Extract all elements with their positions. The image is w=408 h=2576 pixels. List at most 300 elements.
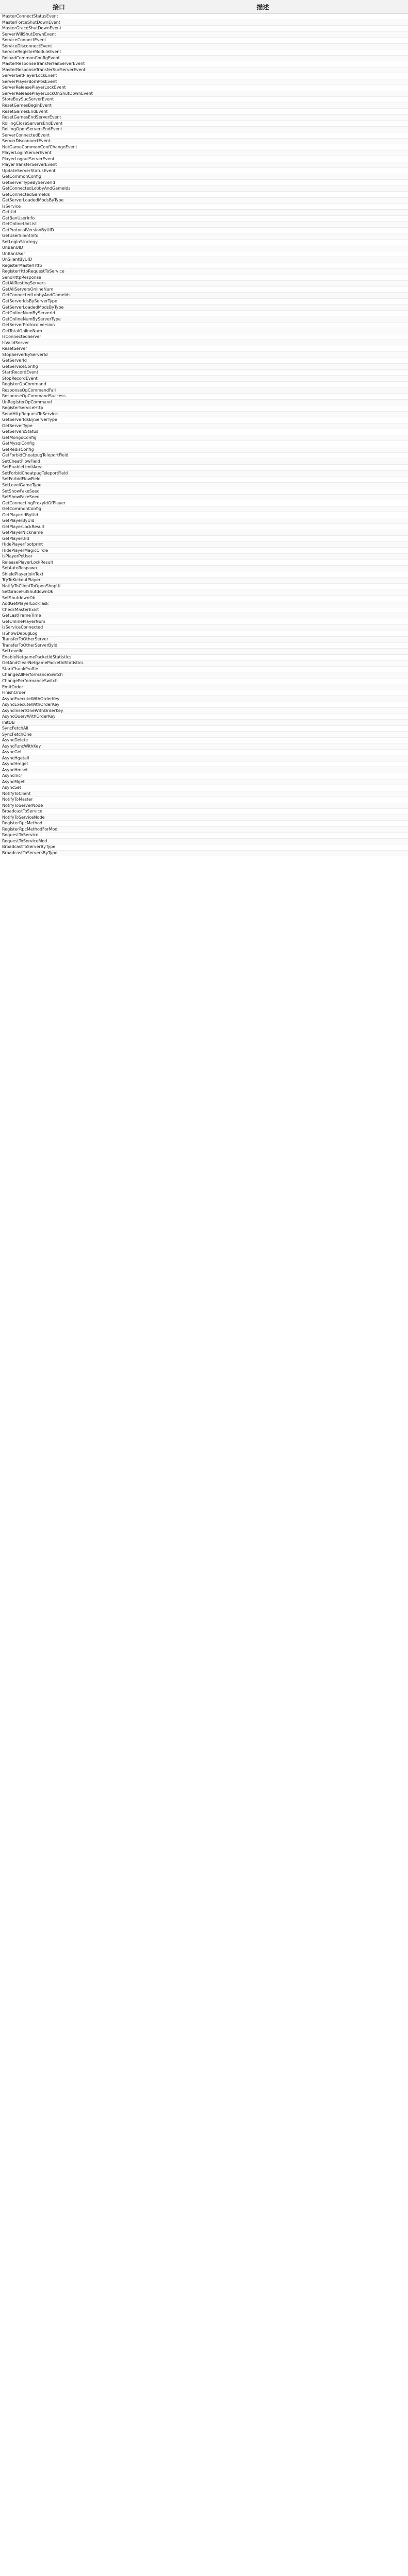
interface-name: SetLevelGameType [0,482,118,488]
table-row [0,785,408,791]
interface-description [118,785,408,791]
interface-description [118,553,408,560]
interface-description [118,150,408,156]
table-row [0,26,408,32]
interface-name: GetServerLoadedModsByType [0,197,118,204]
interface-name: FinishOrder [0,690,118,696]
interface-name: GetUserSilentInfo [0,233,118,240]
table-row [0,749,408,755]
interface-name: AsyncIncr [0,773,118,779]
table-row [0,548,408,554]
table-row [0,73,408,79]
table-row [0,316,408,323]
interface-name: ChangeAllPerformanceSwitch [0,672,118,679]
interface-name: SetForbidFlowField [0,477,118,483]
table-row [0,364,408,370]
interface-description [118,720,408,726]
interface-name: GetPlayerByUid [0,518,118,524]
interface-name: SendHttpResponse [0,275,118,281]
interface-description [118,222,408,228]
table-row [0,512,408,518]
interface-description [118,761,408,767]
interface-description [118,642,408,649]
interface-description [118,286,408,293]
table-row [0,138,408,144]
table-row [0,417,408,423]
table-row [0,494,408,500]
interface-description [118,322,408,328]
interface-description [118,185,408,192]
table-row [0,833,408,839]
table-row [0,470,408,477]
table-row [0,114,408,121]
table-row [0,286,408,293]
interface-description [118,257,408,263]
interface-description [118,251,408,257]
interface-name: GetCommonConfig [0,506,118,512]
interface-description [118,613,408,619]
interface-description [118,678,408,684]
interface-name: GetServersStatus [0,429,118,435]
table-row [0,245,408,251]
interface-description [118,114,408,121]
interface-name: MasterGraceShutDownEvent [0,26,118,32]
interface-description [118,565,408,571]
interface-description [118,174,408,180]
table-row [0,684,408,690]
interface-description [118,838,408,844]
interface-description [118,619,408,625]
interface-description [118,767,408,773]
interface-name: AsyncFuncWithKey [0,743,118,750]
interface-name: UnBanUser [0,251,118,257]
table-row [0,322,408,328]
interface-name: AsyncHgetall [0,755,118,761]
interface-name: AsyncQueryWithOrderKey [0,714,118,720]
table-row [0,49,408,56]
interface-description [118,637,408,643]
table-row [0,732,408,738]
interface-description [118,470,408,477]
interface-description [118,541,408,548]
interface-description [118,441,408,447]
interface-description [118,310,408,316]
interface-name: NetGameCommonConfChangeEvent [0,144,118,150]
interface-description [118,826,408,833]
interface-description [118,263,408,269]
interface-description [118,548,408,554]
table-row [0,293,408,299]
interface-description [118,631,408,637]
interface-description [118,121,408,127]
interface-name: ServerGetPlayerLockEvent [0,73,118,79]
interface-description [118,524,408,530]
interface-description [118,749,408,755]
interface-description [118,589,408,596]
interface-description [118,20,408,26]
interface-description [118,850,408,856]
interface-description [118,708,408,714]
table-row [0,281,408,287]
interface-description [118,281,408,287]
interface-name: GetOnlineNumByServerId [0,310,118,316]
interface-description [118,779,408,785]
table-row [0,560,408,566]
interface-name: RequestToService [0,833,118,839]
table-row [0,334,408,340]
table-row [0,399,408,405]
interface-description [118,215,408,222]
interface-name: HidePlayerMagicCircle [0,548,118,554]
table-row [0,809,408,815]
interface-description [118,387,408,394]
interface-name: GetPlayerIdByUid [0,512,118,518]
interface-name: RollingOpenServersEndEvent [0,126,118,132]
table-row [0,773,408,779]
table-row [0,215,408,222]
table-row [0,239,408,245]
table-row [0,755,408,761]
interface-name: ResetGamesEndEvent [0,109,118,115]
interface-description [118,239,408,245]
interface-name: AddGetPlayerLockTask [0,601,118,607]
table-row [0,79,408,85]
table-row [0,121,408,127]
interface-description [118,85,408,91]
interface-name: AsyncMget [0,779,118,785]
table-row [0,690,408,696]
interface-description [118,714,408,720]
interface-description [118,488,408,495]
table-row [0,821,408,827]
table-row [0,826,408,833]
interface-name: GetRedisConfig [0,447,118,453]
table-row [0,725,408,732]
interface-description [118,156,408,162]
table-row [0,91,408,97]
table-row [0,477,408,483]
table-row [0,737,408,743]
interface-description [118,31,408,38]
interface-description [118,245,408,251]
api-table [0,0,408,856]
interface-name: GetOnlineUidList [0,222,118,228]
interface-description [118,518,408,524]
interface-description [118,38,408,44]
table-row [0,791,408,797]
interface-description [118,506,408,512]
table-row [0,631,408,637]
interface-name: GetOnlineNumByServerType [0,316,118,323]
table-row [0,394,408,400]
interface-description [118,803,408,809]
interface-description [118,833,408,839]
interface-name: SetGraceFulShutdownOk [0,589,118,596]
interface-name: GetServerProtocolVersion [0,322,118,328]
interface-name: ResponseOpCommandSuccess [0,394,118,400]
interface-name: GetCommonConfig [0,174,118,180]
interface-description [118,103,408,109]
interface-name: StopRecordEvent [0,376,118,382]
interface-name: IsShowDebugLog [0,631,118,637]
interface-description [118,732,408,738]
interface-name: ReleasePlayerLockResult [0,560,118,566]
interface-description [118,144,408,150]
interface-name: SetEnableLimitArea [0,465,118,471]
interface-description [118,346,408,352]
interface-name: RegisterRpcMethod [0,821,118,827]
column-header-interface: 接口 [0,0,118,14]
interface-description [118,381,408,387]
interface-description [118,316,408,323]
interface-description [118,109,408,115]
table-row [0,838,408,844]
interface-name: RegisterHttpRequestToService [0,269,118,275]
interface-description [118,649,408,655]
interface-name: AsyncSet [0,785,118,791]
table-row [0,192,408,198]
interface-name: AsyncExecuteWithOrderKey [0,696,118,702]
interface-name: TransferToOtherServerById [0,642,118,649]
table-row [0,310,408,316]
table-row [0,340,408,346]
interface-name: NotifyToClient [0,791,118,797]
interface-description [118,465,408,471]
interface-description [118,654,408,660]
interface-name: RegisterOpCommand [0,381,118,387]
interface-name: RegisterMasterHttp [0,263,118,269]
table-row [0,672,408,679]
table-row [0,352,408,358]
interface-name: GetForbidCheatpugTeleportField [0,453,118,459]
interface-name: GetPlayerNickname [0,530,118,536]
interface-description [118,809,408,815]
table-row [0,67,408,73]
interface-name: StartRecordEvent [0,369,118,376]
interface-description [118,369,408,376]
interface-name: StartChunkProfile [0,666,118,672]
table-row [0,61,408,67]
interface-name: UnRegisterOpCommand [0,399,118,405]
interface-name: AsyncHmset [0,767,118,773]
table-row [0,103,408,109]
interface-description [118,91,408,97]
table-row [0,126,408,132]
table-row [0,358,408,364]
interface-name: GetUid [0,210,118,216]
table-row [0,20,408,26]
table-row [0,613,408,619]
interface-name: MasterResponseTransferSucServerEvent [0,67,118,73]
interface-description [118,334,408,340]
interface-description [118,595,408,601]
interface-name: SetShutdownOk [0,595,118,601]
interface-name: GetConnectedLobbyAndGameIds [0,293,118,299]
interface-name: SetLevelId [0,649,118,655]
table-row [0,465,408,471]
interface-description [118,376,408,382]
table-row [0,524,408,530]
interface-name: BroadcastToService [0,809,118,815]
interface-name: GetPlayerUid [0,536,118,542]
interface-description [118,797,408,803]
interface-name: AsyncGet [0,749,118,755]
interface-description [118,571,408,578]
table-row [0,654,408,660]
interface-name: ServerWillShutDownEvent [0,31,118,38]
interface-name: GetMysqlConfig [0,441,118,447]
table-row [0,678,408,684]
table-row [0,577,408,583]
table-row [0,156,408,162]
interface-name: UnSilentByUID [0,257,118,263]
table-row [0,97,408,103]
interface-name: ServiceConnectEvent [0,38,118,44]
table-row [0,144,408,150]
interface-name: TransferToOtherServer [0,637,118,643]
interface-description [118,459,408,465]
interface-name: PlayerLoginServerEvent [0,150,118,156]
interface-name: RegisterServiceHttp [0,405,118,412]
interface-description [118,168,408,174]
table-row [0,500,408,506]
table-row [0,180,408,186]
interface-description [118,453,408,459]
interface-description [118,204,408,210]
interface-description [118,394,408,400]
interface-name: GetServerType [0,423,118,429]
interface-name: NotifyToServiceNode [0,815,118,821]
interface-description [118,672,408,679]
interface-description [118,577,408,583]
interface-description [118,293,408,299]
table-row [0,482,408,488]
interface-name: GetConnectedLobbyAndGameIds [0,185,118,192]
interface-description [118,328,408,334]
table-body [0,14,408,856]
interface-name: SyncFetchOne [0,732,118,738]
interface-description [118,275,408,281]
table-row [0,595,408,601]
interface-name: SetShowFakeSeed [0,494,118,500]
table-row [0,666,408,672]
table-row [0,619,408,625]
interface-name: BroadcastToServersByType [0,850,118,856]
table-row [0,263,408,269]
interface-name: PlayerLogoutServerEvent [0,156,118,162]
table-row [0,803,408,809]
interface-name: GetTotalOnlineNum [0,328,118,334]
interface-description [118,210,408,216]
interface-description [118,180,408,186]
table-row [0,779,408,785]
table-row [0,85,408,91]
table-row [0,708,408,714]
table-row [0,536,408,542]
interface-description [118,560,408,566]
interface-name: GetConnectedGameIds [0,192,118,198]
interface-description [118,773,408,779]
table-row [0,453,408,459]
interface-name: GetServerId [0,358,118,364]
interface-description [118,607,408,613]
interface-name: EnableNetgamePacketIdStatistics [0,654,118,660]
interface-name: ServiceRegisterModuleEvent [0,49,118,56]
interface-description [118,666,408,672]
interface-description [118,725,408,732]
table-row [0,346,408,352]
table-row [0,797,408,803]
interface-description [118,197,408,204]
table-row [0,441,408,447]
interface-description [118,55,408,61]
interface-description [118,411,408,417]
table-row [0,423,408,429]
interface-name: ServerReleasePlayerLockOnShutDownEvent [0,91,118,97]
table-row [0,541,408,548]
interface-description [118,660,408,667]
interface-description [118,304,408,311]
interface-name: SetShowFakeSeed [0,488,118,495]
table-row [0,649,408,655]
table-row [0,488,408,495]
table-row [0,210,408,216]
interface-description [118,67,408,73]
interface-name: GetServiceConfig [0,364,118,370]
table-row [0,743,408,750]
interface-description [118,447,408,453]
interface-name: GetServerIdsByServerType [0,298,118,304]
interface-description [118,482,408,488]
interface-description [118,364,408,370]
interface-name: ReloadCommonConfigEvent [0,55,118,61]
interface-description [118,138,408,144]
interface-name: StoreBuySucServerEvent [0,97,118,103]
interface-description [118,583,408,589]
interface-description [118,625,408,631]
table-row [0,589,408,596]
interface-description [118,298,408,304]
interface-description [118,815,408,821]
table-row [0,38,408,44]
interface-name: GetAllServersOnlineNum [0,286,118,293]
interface-description [118,14,408,20]
table-row [0,275,408,281]
interface-name: ShieldPlayerJoinText [0,571,118,578]
interface-name: MasterConnectStatusEvent [0,14,118,20]
interface-name: AsyncInsertOneWithOrderKey [0,708,118,714]
interface-name: SyncFetchAll [0,725,118,732]
interface-description [118,132,408,139]
table-row [0,435,408,441]
interface-name: InitDB [0,720,118,726]
interface-description [118,405,408,412]
table-row [0,251,408,257]
table-row [0,714,408,720]
interface-name: StopServerByServerId [0,352,118,358]
interface-description [118,162,408,168]
table-row [0,506,408,512]
interface-description [118,417,408,423]
table-row [0,369,408,376]
table-row [0,660,408,667]
interface-name: ServerReleasePlayerLockEvent [0,85,118,91]
interface-name: IsServiceConnected [0,625,118,631]
interface-description [118,269,408,275]
table-row [0,411,408,417]
interface-name: BroadcastToServerByType [0,844,118,851]
interface-description [118,126,408,132]
